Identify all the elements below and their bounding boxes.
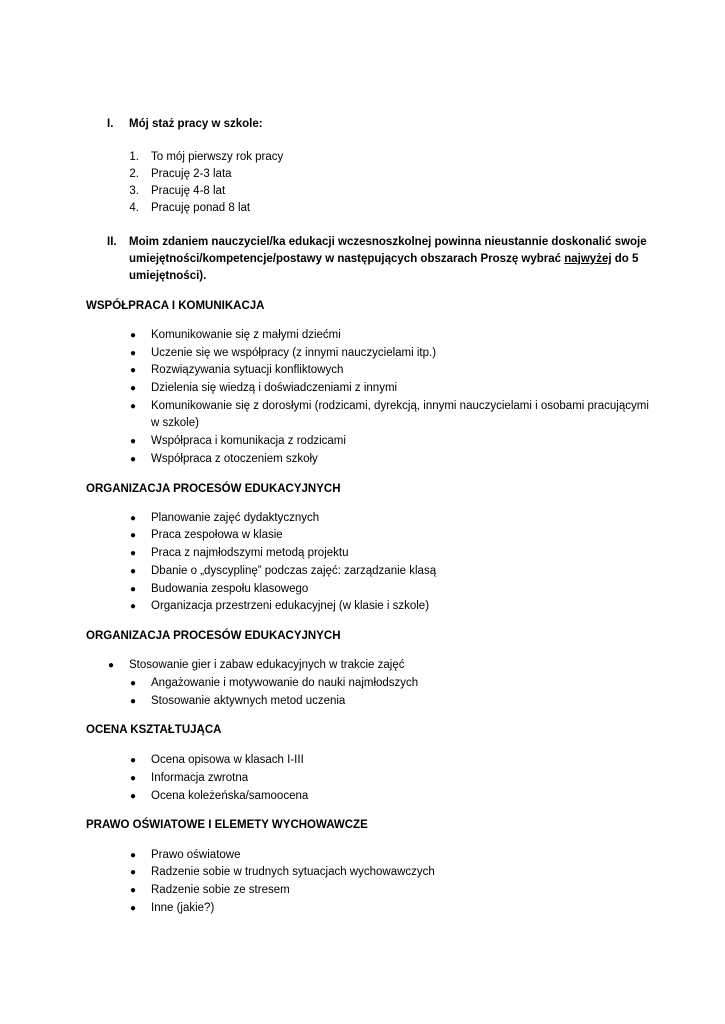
list-item: Inne (jakie?) <box>151 902 215 914</box>
list-item: Komunikowanie się z dorosłymi (rodzicami, dyrekcją, innymi nauczycielami i osobami pracującymi <box>151 400 649 412</box>
section-2-line-2 <box>129 251 638 268</box>
section-1-title: Mój staż pracy w szkole: <box>129 118 263 130</box>
option-text: Pracuję ponad 8 lat <box>151 202 251 214</box>
bullet-icon: ● <box>129 755 137 766</box>
bullet-icon: ● <box>129 348 137 359</box>
list-item: Angażowanie i motywowanie do nauki najmłodszych <box>151 677 419 689</box>
list-item: Komunikowanie się z małymi dziećmi <box>151 329 341 341</box>
section-2-underlined-word: najwyżej <box>564 253 612 265</box>
bullet-icon: ● <box>129 365 137 376</box>
section-2-marker: II. <box>107 236 117 248</box>
section-1-marker: I. <box>107 118 114 130</box>
section-2-line-1: Moim zdaniem nauczyciel/ka edukacji wczesnoszkolnej powinna nieustannie doskonalić swoje <box>129 236 647 248</box>
section-2-line-3: umiejętności). <box>129 270 207 282</box>
option-number: 2. <box>129 168 139 180</box>
bullet-icon: ● <box>129 773 137 784</box>
list-item: Współpraca z otoczeniem szkoły <box>151 453 318 465</box>
bullet-icon: ● <box>129 566 137 577</box>
bullet-icon: ● <box>129 791 137 802</box>
list-item: Dzielenia się wiedzą i doświadczeniami z innymi <box>151 382 398 394</box>
bullet-icon: ● <box>129 678 137 689</box>
group-heading: PRAWO OŚWIATOWE I ELEMETY WYCHOWAWCZE <box>86 819 368 831</box>
list-item: Organizacja przestrzeni edukacyjnej (w klasie i szkole) <box>151 600 430 612</box>
group-heading: ORGANIZACJA PROCESÓW EDUKACYJNYCH <box>86 483 341 495</box>
group-heading: ORGANIZACJA PROCESÓW EDUKACYJNYCH <box>86 630 341 642</box>
bullet-icon: ● <box>129 903 137 914</box>
list-item: Współpraca i komunikacja z rodzicami <box>151 435 346 447</box>
list-item: Radzenie sobie w trudnych sytuacjach wychowawczych <box>151 866 435 878</box>
option-number: 4. <box>129 202 139 214</box>
list-item: Prawo oświatowe <box>151 849 241 861</box>
list-item: Ocena opisowa w klasach I-III <box>151 754 304 766</box>
list-item: Rozwiązywania sytuacji konfliktowych <box>151 364 344 376</box>
list-item: Radzenie sobie ze stresem <box>151 884 290 896</box>
list-item: Praca z najmłodszymi metodą projektu <box>151 547 349 559</box>
list-item: Stosowanie aktywnych metod uczenia <box>151 695 346 707</box>
list-item: Stosowanie gier i zabaw edukacyjnych w trakcie zajęć <box>129 659 405 671</box>
bullet-icon: ● <box>129 584 137 595</box>
list-item: Informacja zwrotna <box>151 772 249 784</box>
bullet-icon: ● <box>129 696 137 707</box>
list-item: Praca zespołowa w klasie <box>151 529 283 541</box>
option-text: Pracuję 2-3 lata <box>151 168 232 180</box>
list-item: Dbanie o „dyscyplinę” podczas zajęć: zarządzanie klasą <box>151 565 437 577</box>
list-item: Budowania zespołu klasowego <box>151 583 309 595</box>
bullet-icon: ● <box>129 436 137 447</box>
group-heading: WSPÓŁPRACA I KOMUNIKACJA <box>86 300 265 312</box>
bullet-icon: ● <box>129 513 137 524</box>
option-number: 1. <box>129 151 139 163</box>
list-item-continuation: w szkole) <box>151 417 199 429</box>
bullet-icon: ● <box>129 401 137 412</box>
bullet-icon: ● <box>107 660 115 671</box>
option-text: Pracuję 4-8 lat <box>151 185 226 197</box>
bullet-icon: ● <box>129 850 137 861</box>
section-2-line-2-post: do 5 <box>611 253 639 265</box>
bullet-icon: ● <box>129 885 137 896</box>
group-heading: OCENA KSZTAŁTUJĄCA <box>86 724 222 736</box>
list-item: Ocena koleżeńska/samoocena <box>151 790 309 802</box>
bullet-icon: ● <box>129 601 137 612</box>
bullet-icon: ● <box>129 867 137 878</box>
bullet-icon: ● <box>129 330 137 341</box>
bullet-icon: ● <box>129 454 137 465</box>
list-item: Planowanie zajęć dydaktycznych <box>151 512 320 524</box>
bullet-icon: ● <box>129 530 137 541</box>
bullet-icon: ● <box>129 548 137 559</box>
bullet-icon: ● <box>129 383 137 394</box>
list-item: Uczenie się we współpracy (z innymi nauczycielami itp.) <box>151 347 437 359</box>
section-2-line-2-pre: umiejętności/kompetencje/postawy w następujących obszarach Proszę wybrać <box>129 253 565 265</box>
option-number: 3. <box>129 185 139 197</box>
option-text: To mój pierwszy rok pracy <box>151 151 284 163</box>
